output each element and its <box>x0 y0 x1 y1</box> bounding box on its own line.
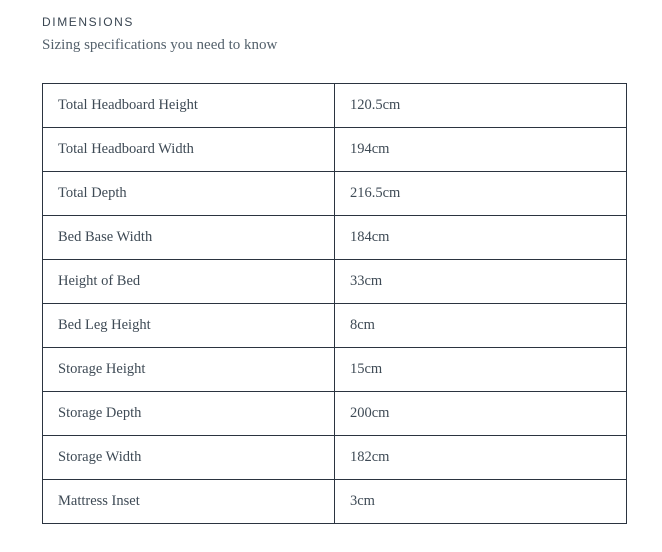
dimension-label: Mattress Inset <box>43 480 335 524</box>
dimension-value: 33cm <box>335 260 627 304</box>
table-row <box>43 392 627 436</box>
section-subtitle: Sizing specifications you need to know <box>42 37 278 53</box>
section-heading: DIMENSIONS <box>42 15 135 29</box>
table-row <box>43 348 627 392</box>
dimension-value: 120.5cm <box>335 84 627 128</box>
dimension-value: 8cm <box>335 304 627 348</box>
dimension-label: Bed Base Width <box>43 216 335 260</box>
dimension-label: Storage Width <box>43 436 335 480</box>
table-row <box>43 128 627 172</box>
dimension-label: Storage Height <box>43 348 335 392</box>
table-row <box>43 216 627 260</box>
table-row <box>43 84 627 128</box>
table-row <box>43 480 627 524</box>
dimension-value: 194cm <box>335 128 627 172</box>
dimension-value: 200cm <box>335 392 627 436</box>
dimension-value: 15cm <box>335 348 627 392</box>
dimension-label: Total Headboard Height <box>43 84 335 128</box>
dimension-value: 184cm <box>335 216 627 260</box>
dimension-value: 216.5cm <box>335 172 627 216</box>
dimensions-table <box>42 83 627 524</box>
dimension-value: 182cm <box>335 436 627 480</box>
dimension-label: Total Headboard Width <box>43 128 335 172</box>
dimension-label: Total Depth <box>43 172 335 216</box>
dimension-label: Height of Bed <box>43 260 335 304</box>
dimension-label: Storage Depth <box>43 392 335 436</box>
dimension-value: 3cm <box>335 480 627 524</box>
table-row <box>43 172 627 216</box>
dimension-label: Bed Leg Height <box>43 304 335 348</box>
table-row <box>43 436 627 480</box>
table-row <box>43 260 627 304</box>
table-row <box>43 304 627 348</box>
